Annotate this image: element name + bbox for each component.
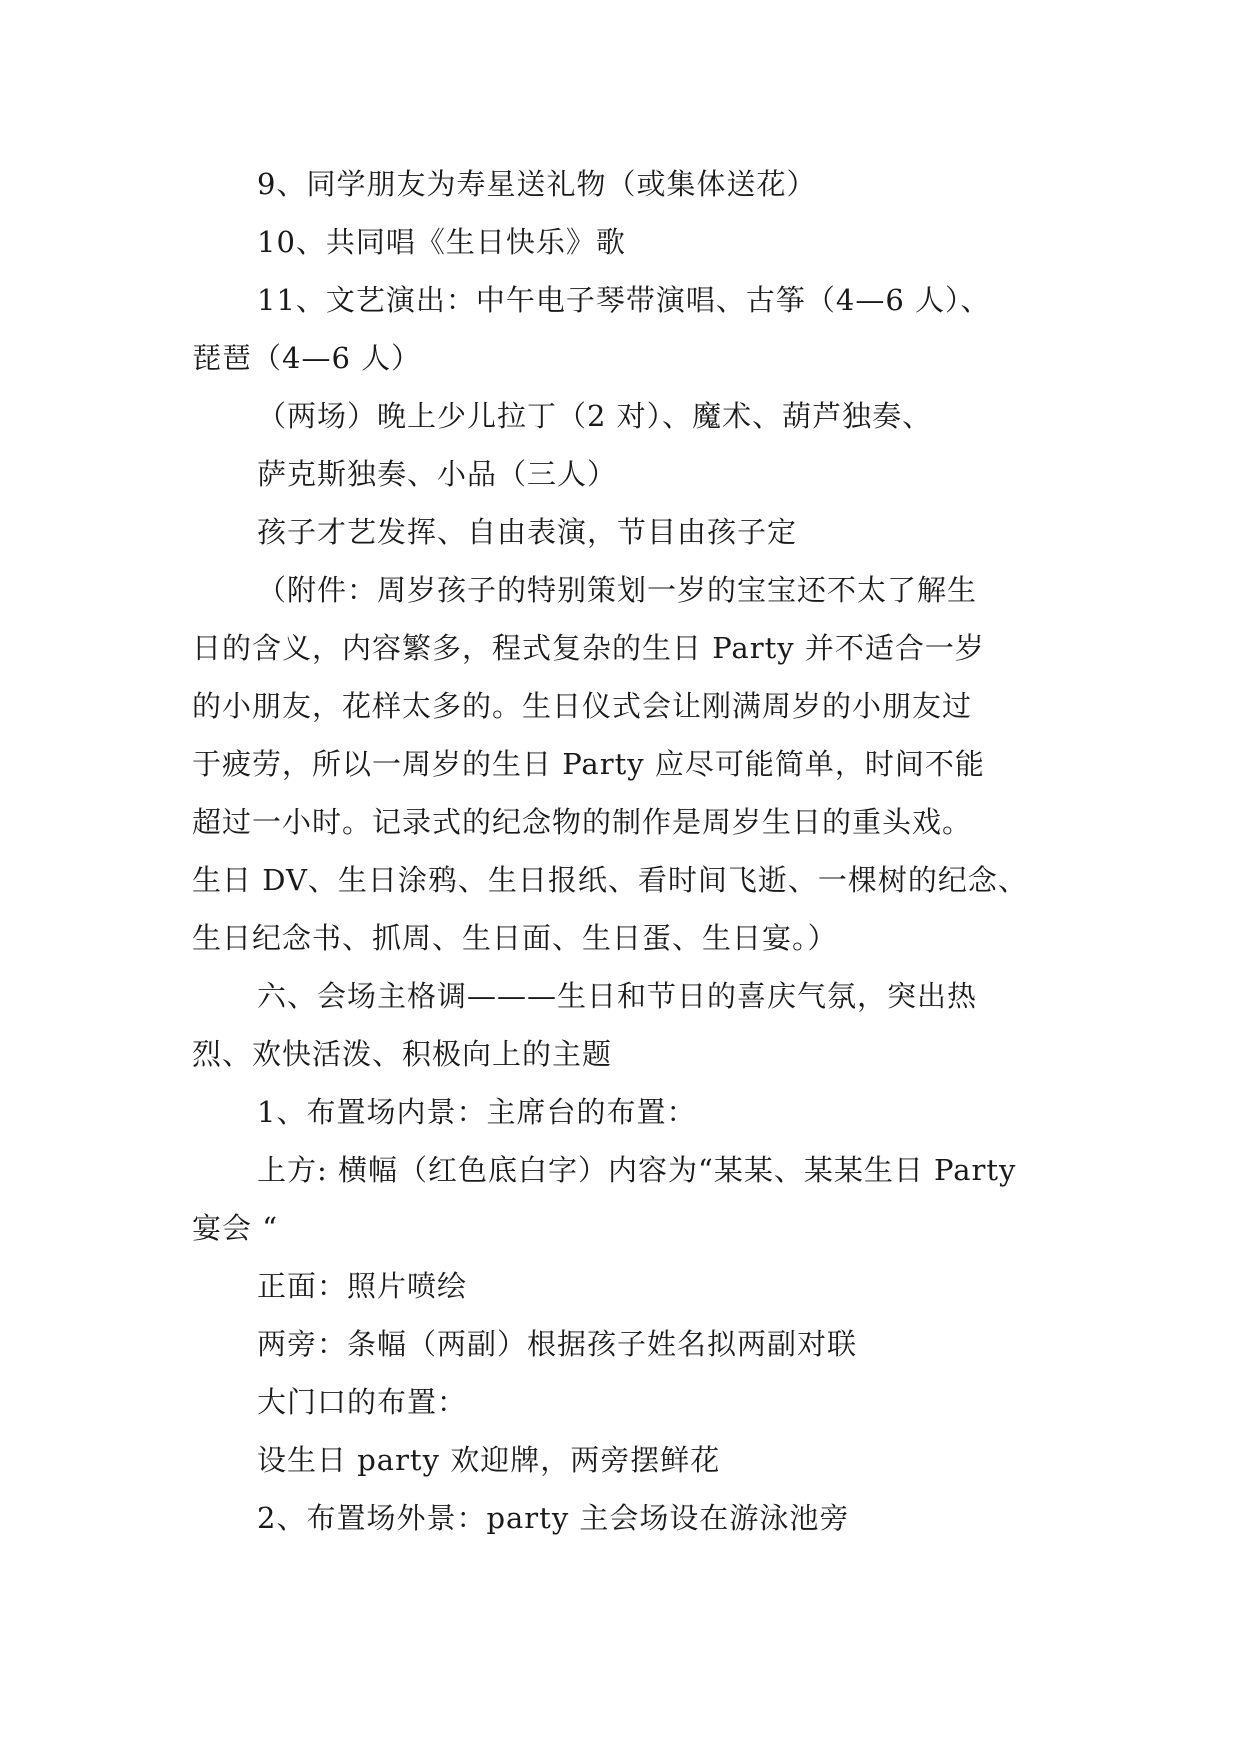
text-line: 生日纪念书、抓周、生日面、生日蛋、生日宴。） (192, 921, 838, 955)
text-line: 9、同学朋友为寿星送礼物（或集体送花） (257, 167, 817, 201)
text-line: 超过一小时。记录式的纪念物的制作是周岁生日的重头戏。 (192, 805, 973, 839)
text-line: （附件：周岁孩子的特别策划一岁的宝宝还不太了解生 (257, 573, 978, 607)
text-line: 11、文艺演出：中午电子琴带演唱、古筝（4—6 人）、 (257, 283, 991, 317)
text-line: 设生日 party 欢迎牌，两旁摆鲜花 (257, 1443, 721, 1477)
text-line: 生日 DV、生日涂鸦、生日报纸、看时间飞逝、一棵树的纪念、 (192, 863, 1028, 897)
text-line: 大门口的布置： (257, 1385, 468, 1419)
text-line: （两场）晚上少儿拉丁（2 对）、魔术、葫芦独奏、 (257, 399, 933, 433)
text-line: 正面：照片喷绘 (257, 1269, 468, 1303)
text-line: 上方: 横幅（红色底白字）内容为“某某、某某生日 Party (257, 1153, 1017, 1187)
text-line: 的小朋友，花样太多的。生日仪式会让刚满周岁的小朋友过 (192, 689, 973, 723)
text-line: 六、会场主格调———生日和节日的喜庆气氛，突出热 (257, 979, 978, 1013)
text-line: 孩子才艺发挥、自由表演，节目由孩子定 (257, 515, 798, 549)
text-line: 日的含义，内容繁多，程式复杂的生日 Party 并不适合一岁 (192, 631, 985, 665)
text-line: 10、共同唱《生日快乐》歌 (257, 225, 626, 259)
text-line: 2、布置场外景：party 主会场设在游泳池旁 (257, 1501, 850, 1535)
text-line: 1、布置场内景：主席台的布置： (257, 1095, 697, 1129)
text-line: 两旁：条幅（两副）根据孩子姓名拟两副对联 (257, 1327, 858, 1361)
text-line: 琵琶（4—6 人） (192, 341, 422, 375)
text-line: 于疲劳，所以一周岁的生日 Party 应尽可能简单，时间不能 (192, 747, 985, 781)
text-line: 烈、欢快活泼、积极向上的主题 (192, 1037, 613, 1071)
text-line: 宴会 “ (192, 1211, 279, 1245)
text-line: 萨克斯独奏、小品（三人） (257, 457, 618, 491)
